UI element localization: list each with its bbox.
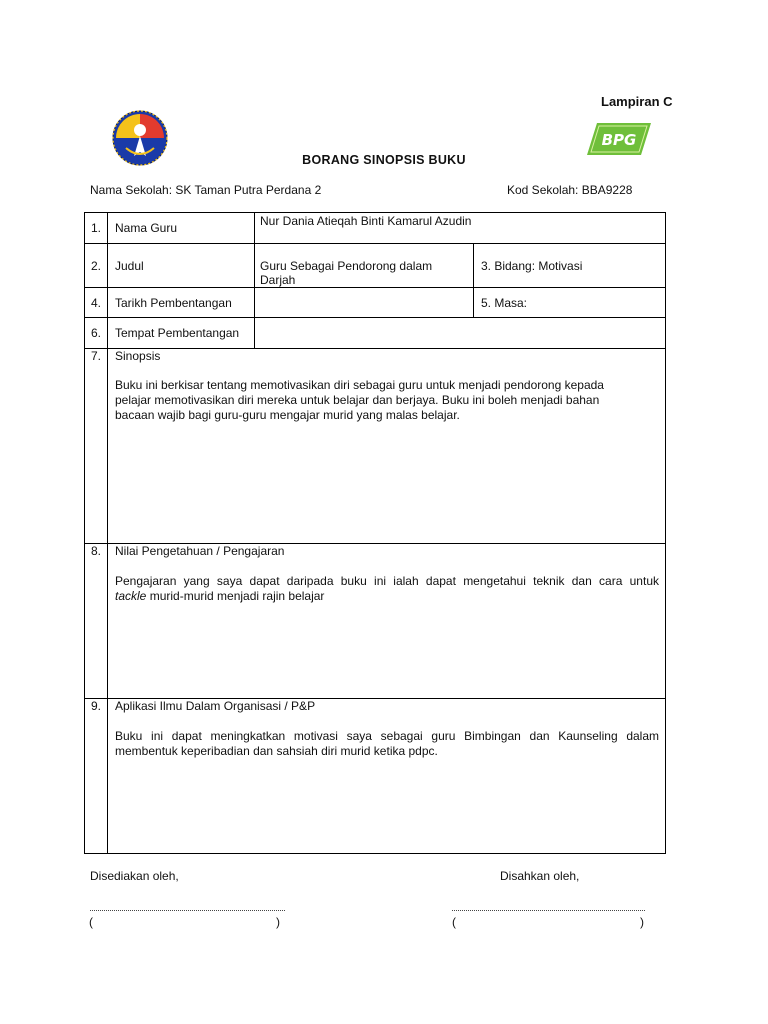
title-value-line2: Darjah bbox=[260, 273, 296, 287]
row1-label: Nama Guru bbox=[115, 221, 178, 235]
teacher-name-value: Nur Dania Atieqah Binti Kamarul Azudin bbox=[260, 214, 472, 228]
time-label: 5. Masa: bbox=[481, 296, 528, 310]
row7-number: 7. bbox=[91, 349, 102, 363]
form-title: BORANG SINOPSIS BUKU bbox=[302, 153, 466, 167]
row8-number: 8. bbox=[91, 544, 102, 558]
row6-number: 6. bbox=[91, 326, 102, 340]
approved-by-open-paren: ( bbox=[452, 915, 456, 929]
row8-label: Nilai Pengetahuan / Pengajaran bbox=[115, 544, 285, 558]
bpg-logo-text: BPG bbox=[601, 131, 637, 149]
row6-label: Tempat Pembentangan bbox=[115, 326, 240, 340]
approved-by-signature-line bbox=[452, 910, 645, 911]
application-line-2: membentuk keperibadian dan sahsiah diri murid ketika pdpc. bbox=[115, 744, 438, 758]
row2-number: 2. bbox=[91, 259, 102, 273]
prepared-by-open-paren: ( bbox=[89, 915, 93, 929]
prepared-by-signature-line bbox=[90, 910, 285, 911]
approved-by-close-paren: ) bbox=[640, 915, 644, 929]
field-value: 3. Bidang: Motivasi bbox=[481, 259, 583, 273]
prepared-by-close-paren: ) bbox=[276, 915, 280, 929]
title-value-line1: Guru Sebagai Pendorong dalam bbox=[260, 259, 433, 273]
lesson-line-2 bbox=[115, 589, 324, 604]
school-name: Nama Sekolah: SK Taman Putra Perdana 2 bbox=[90, 183, 322, 197]
lesson-line-2-rest: murid-murid menjadi rajin belajar bbox=[146, 589, 325, 603]
lesson-italic-word: tackle bbox=[115, 589, 147, 603]
row1-number: 1. bbox=[91, 221, 102, 235]
row2-label: Judul bbox=[115, 259, 144, 273]
synopsis-line-1: Buku ini berkisar tentang memotivasikan diri sebagai guru untuk menjadi pendorong kepada bbox=[115, 378, 604, 392]
lesson-line-1: Pengajaran yang saya dapat daripada buku ini ialah dapat mengetahui teknik dan cara untuk bbox=[115, 574, 659, 588]
row4-label: Tarikh Pembentangan bbox=[115, 296, 232, 310]
row9-label: Aplikasi Ilmu Dalam Organisasi / P&P bbox=[115, 699, 316, 713]
synopsis-line-3: bacaan wajib bagi guru-guru mengajar murid yang malas belajar. bbox=[115, 408, 460, 422]
school-code: Kod Sekolah: BBA9228 bbox=[507, 183, 633, 197]
row4-number: 4. bbox=[91, 296, 102, 310]
row7-label: Sinopsis bbox=[115, 349, 161, 363]
lampiran-label: Lampiran C bbox=[601, 94, 673, 109]
bpg-logo-icon bbox=[585, 121, 653, 157]
row9-number: 9. bbox=[91, 699, 102, 713]
approved-by-label: Disahkan oleh, bbox=[500, 869, 580, 883]
application-line-1: Buku ini dapat meningkatkan motivasi saya sebagai guru Bimbingan dan Kaunseling dalam bbox=[115, 729, 659, 743]
synopsis-line-2: pelajar memotivasikan diri mereka untuk belajar dan berjaya. Buku ini boleh menjadi bahan bbox=[115, 393, 600, 407]
prepared-by-label: Disediakan oleh, bbox=[90, 869, 179, 883]
